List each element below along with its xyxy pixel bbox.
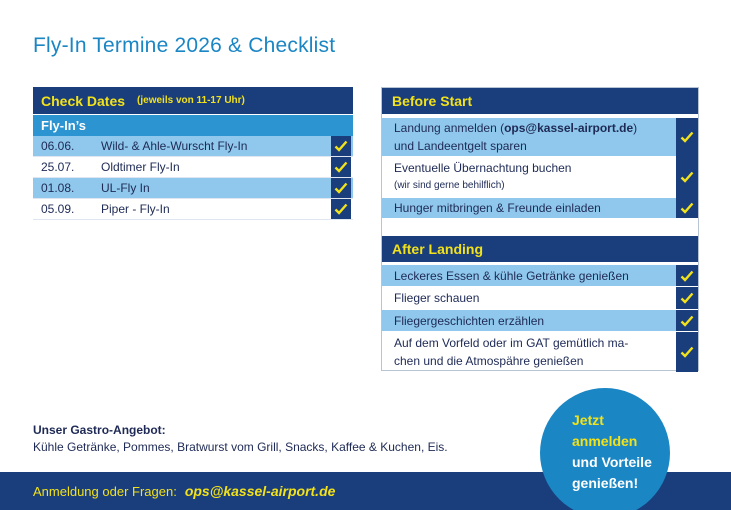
check-icon[interactable] — [676, 332, 698, 372]
after-landing-heading: After Landing — [382, 236, 698, 262]
check-dates-table — [33, 87, 353, 220]
before-start-heading: Before Start — [382, 88, 698, 114]
table-row — [33, 199, 353, 220]
row-date: 06.06. — [41, 139, 75, 153]
item-text: Hunger mitbringen & Freunde einladen — [394, 201, 601, 215]
item-note: (wir sind gerne behilflich) — [394, 180, 505, 191]
check-icon[interactable] — [331, 178, 351, 198]
email-link[interactable]: ops@kassel-airport.de — [504, 121, 634, 135]
item-text: Eventuelle Übernachtung buchen — [394, 161, 572, 175]
page-title: Fly-In Termine 2026 & Checklist — [33, 34, 336, 57]
row-date: 05.09. — [41, 202, 75, 216]
cta-line-4: genießen! — [572, 475, 639, 491]
check-icon[interactable] — [331, 136, 351, 156]
item-text-line2: und Landeentgelt sparen — [394, 139, 527, 153]
check-icon[interactable] — [331, 157, 351, 177]
item-text-line2: chen und die Atmospähre genießen — [394, 354, 584, 368]
gastro-title: Unser Gastro-Angebot: — [33, 423, 166, 437]
gastro-text: Kühle Getränke, Pommes, Bratwurst vom Grill, Snacks, Kaffee & Kuchen, Eis. — [33, 440, 448, 454]
item-text: Landung anmelden (ops@kassel-airport.de) — [394, 121, 638, 135]
list-item — [382, 265, 698, 286]
table-row — [33, 136, 353, 157]
check-icon[interactable] — [676, 198, 698, 218]
list-item — [382, 310, 698, 331]
check-icon[interactable] — [676, 156, 698, 198]
check-icon[interactable] — [676, 310, 698, 331]
footer-label: Anmeldung oder Fragen: — [33, 483, 177, 499]
check-icon[interactable] — [676, 265, 698, 286]
item-text: Fliegergeschichten erzählen — [394, 313, 545, 328]
checklist-panel — [381, 87, 699, 371]
cta-line-1: Jetzt — [572, 412, 604, 428]
check-dates-heading: Check Dates — [41, 92, 126, 109]
check-icon[interactable] — [331, 199, 351, 219]
check-icon[interactable] — [676, 118, 698, 156]
list-item — [382, 287, 698, 309]
check-dates-header — [33, 87, 353, 114]
fly-ins-subheading: Fly-In’s — [33, 115, 353, 136]
list-item — [382, 198, 698, 218]
row-name: Oldtimer Fly-In — [101, 160, 180, 174]
check-icon[interactable] — [676, 287, 698, 309]
row-name: Piper - Fly-In — [101, 202, 170, 216]
list-item — [382, 118, 698, 156]
check-dates-note: (jeweils von 11-17 Uhr) — [137, 95, 245, 106]
cta-line-3: und Vorteile — [572, 454, 652, 470]
gastro-section — [33, 423, 448, 454]
cta-line-2: anmelden — [572, 433, 638, 449]
cta-badge[interactable] — [540, 388, 670, 510]
table-row — [33, 157, 353, 178]
item-text: Flieger schauen — [394, 291, 480, 305]
row-name: UL-Fly In — [101, 181, 150, 195]
item-text: Leckeres Essen & kühle Getränke genießen — [394, 268, 629, 283]
list-item — [382, 332, 698, 372]
table-row — [33, 178, 353, 199]
list-item — [382, 156, 698, 198]
row-date: 25.07. — [41, 160, 75, 174]
footer-email-link[interactable]: ops@kassel-airport.de — [184, 483, 336, 499]
item-text: Auf dem Vorfeld oder im GAT gemütlich ma- — [394, 336, 629, 350]
row-date: 01.08. — [41, 181, 75, 195]
row-name: Wild- & Ahle-Wurscht Fly-In — [101, 139, 248, 153]
